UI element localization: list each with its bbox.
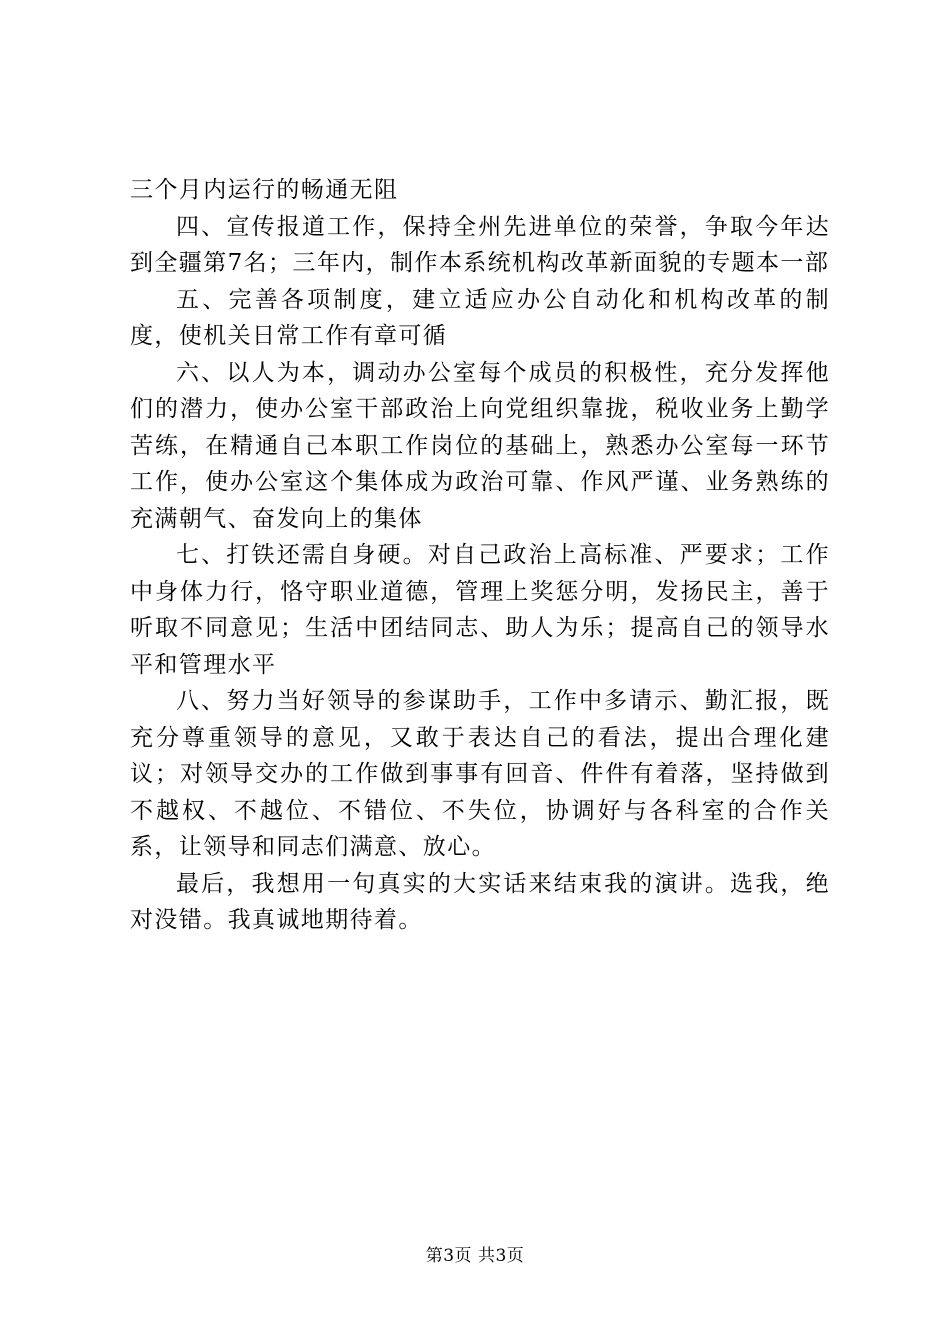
page-footer: 第3页 共3页 bbox=[425, 1246, 525, 1266]
paragraph-closing: 最后，我想用一句真实的大实话来结束我的演讲。选我，绝对没错。我真诚地期待着。 bbox=[130, 870, 830, 933]
paragraph-item-4: 四、宣传报道工作，保持全州先进单位的荣誉，争取今年达到全疆第7名；三年内，制作本系统机构改革新面貌的专题本一部 bbox=[130, 213, 830, 276]
paragraph-continuation: 三个月内运行的畅通无阻 bbox=[130, 177, 399, 203]
paragraph-item-7: 七、打铁还需自身硬。对自己政治上高标准、严要求；工作中身体力行，恪守职业道德，管理上奖惩分明，发扬民主，善于听取不同意见；生活中团结同志、助人为乐；提高自己的领导水平和管理水平 bbox=[130, 542, 830, 678]
paragraph-item-5: 五、完善各项制度，建立适应办公自动化和机构改革的制度，使机关日常工作有章可循 bbox=[130, 286, 830, 349]
paragraph-item-8: 八、努力当好领导的参谋助手，工作中多请示、勤汇报，既充分尊重领导的意见，又敢于表达自己的看法，提出合理化建议；对领导交办的工作做到事事有回音、件件有着落，坚持做到不越权、不越位、不错位、不失位，协调好与各科室的合作关系，让领导和同志们满意、放心。 bbox=[130, 688, 830, 860]
document-body bbox=[130, 172, 830, 939]
paragraph-item-6: 六、以人为本，调动办公室每个成员的积极性，充分发挥他们的潜力，使办公室干部政治上向党组织靠拢，税收业务上勤学苦练，在精通自己本职工作岗位的基础上，熟悉办公室每一环节工作，使办公室这个集体成为政治可靠、作风严谨、业务熟练的充满朝气、奋发向上的集体 bbox=[130, 359, 830, 532]
